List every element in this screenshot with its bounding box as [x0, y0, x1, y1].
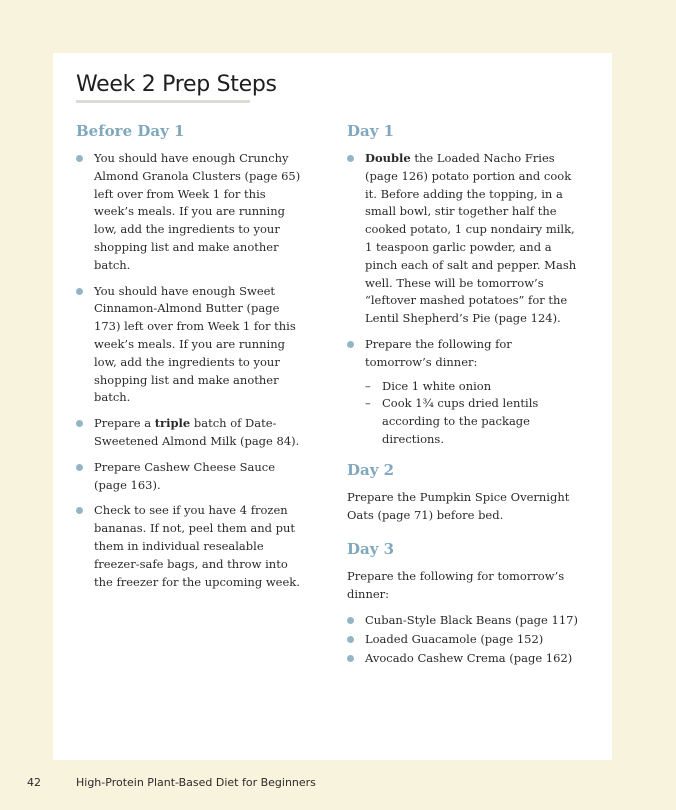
list-item-text-bold: triple — [154, 416, 191, 431]
list-item — [76, 502, 306, 591]
list-item — [347, 150, 579, 328]
list-item-text: Avocado Cashew Crema (page 162) — [365, 650, 573, 665]
list-item-text-bold: Double — [365, 151, 411, 165]
list-item-text: You should have enough Crunchy Almond Granola Clusters (page 65) left over from Week 1 for this week’s meals. If you are running low, add the ingredients to your shopping list and make another batch. — [94, 151, 301, 272]
right-column — [347, 120, 579, 668]
book-title: High-Protein Plant-Based Diet for Beginners — [76, 776, 316, 789]
list-item — [76, 283, 306, 408]
bullet-icon — [347, 341, 354, 348]
list-item-text: the Loaded Nacho Fries (page 126) potato portion and cook it. Before adding the topping, in a small bowl, stir together half the cooked potato, 1 cup nondairy milk, 1 teaspoon garlic powder, and a pinch each of salt and pepper. Mash well. These will be tomorrow’s “leftover mashed potatoes” for the Lentil Shepherd’s Pie (page 124). — [365, 151, 577, 326]
sublist-item-text: Cook 1¾ cups dried lentils according to the package directions. — [382, 396, 539, 446]
bullet-icon — [76, 155, 83, 162]
day-1-sublist — [347, 378, 579, 449]
page-title: Week 2 Prep Steps — [76, 72, 277, 97]
dash-icon: – — [365, 396, 371, 411]
section-heading-before-day-1: Before Day 1 — [76, 122, 185, 140]
before-day-1-list — [76, 150, 306, 591]
sublist-item — [365, 378, 579, 396]
list-item-text-pre: Prepare a — [94, 416, 155, 431]
list-item-text: Check to see if you have 4 frozen bananas. If not, peel them and put them in individual resealable freezer-safe bags, and throw into the freezer for the upcoming week. — [94, 503, 300, 589]
list-item-text: Prepare Cashew Cheese Sauce (page 163). — [94, 459, 276, 492]
title-underline — [76, 100, 250, 103]
list-item — [347, 612, 579, 630]
bullet-icon — [347, 617, 354, 624]
list-item-text-post: batch of Date-Sweetened Almond Milk (page 84). — [94, 416, 300, 448]
day-3-text: Prepare the following for tomorrow’s dinner: — [347, 569, 565, 602]
section-heading-day-2: Day 2 — [347, 460, 395, 479]
list-item-text: Prepare the following for tomorrow’s dinner: — [365, 336, 512, 369]
bullet-icon — [76, 464, 83, 471]
list-item-text: You should have enough Sweet Cinnamon-Almond Butter (page 173) left over from Week 1 for this week’s meals. If you are running low, add the ingredients to your shopping list and make another batch. — [94, 283, 296, 405]
list-item — [76, 150, 306, 275]
list-item-text: Loaded Guacamole (page 152) — [365, 631, 544, 646]
bullet-icon — [347, 636, 354, 643]
sublist-item-text: Dice 1 white onion — [382, 378, 492, 393]
bullet-icon — [76, 507, 83, 514]
day-3-list — [347, 612, 579, 667]
list-item — [347, 631, 579, 649]
dash-icon: – — [365, 378, 371, 393]
list-item — [76, 459, 306, 495]
left-column — [76, 120, 306, 599]
bullet-icon — [347, 155, 354, 162]
section-heading-day-3: Day 3 — [347, 540, 395, 559]
list-item — [347, 650, 579, 668]
bullet-icon — [76, 420, 83, 427]
section-heading-day-1: Day 1 — [347, 122, 395, 140]
day-1-list — [347, 150, 579, 372]
sublist-item — [365, 395, 579, 448]
list-item-text: Cuban-Style Black Beans (page 117) — [365, 612, 578, 627]
bullet-icon — [76, 288, 83, 295]
bullet-icon — [347, 655, 354, 662]
list-item — [76, 415, 306, 451]
list-item — [347, 336, 579, 372]
day-2-text: Prepare the Pumpkin Spice Overnight Oats (page 71) before bed. — [347, 489, 570, 522]
page-number: 42 — [27, 776, 41, 789]
